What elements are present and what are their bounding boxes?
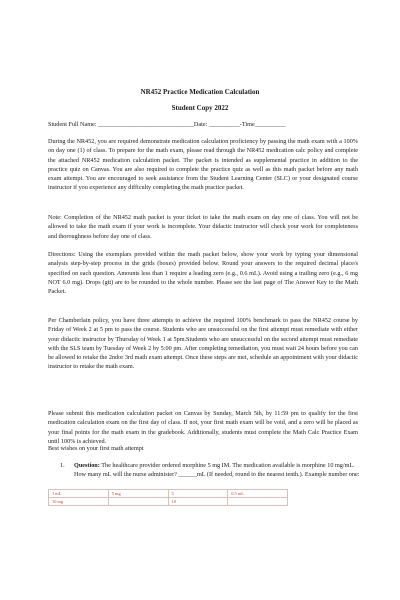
question-text: The healthcare provider ordered morphine 5 mg IM. The medication available is morphine 10 mg/mL. How many mL will the nurse administer? ______mL (If needed, round to the nearest tenth.). Example number one: — [74, 462, 360, 479]
closing-line: Best wishes on your first math attempt — [48, 445, 144, 452]
document-title: NR452 Practice Medication Calculation — [140, 88, 260, 96]
grid-cell: 0.5 mL — [228, 490, 288, 498]
grid-cell: 1 mL — [49, 490, 109, 498]
grid-cell: 10 — [168, 498, 228, 506]
paragraph-submission: Please submit this medication calculation packet on Canvas by Sunday, March 5th, by 11:59 pm to qualify for the first medication calculation exam on the first day of class. If not, your first math exam will be void, and a zero will be placed as your final points for the math exam in the gradebook. Additionally, students must complete the Math Calc Practice Exam until 100% is achieved. — [48, 410, 358, 445]
paragraph-note: Note: Completion of the NR452 math packet is your ticket to take the math exam on day one of class. You will not be allowed to take the math exam if your work is incomplete. Your didactic instructor will check your work for completeness and thoroughness before day one of class. — [48, 214, 358, 240]
question-label: Question: — [74, 462, 100, 469]
question-block — [74, 461, 362, 480]
grid-cell — [108, 498, 168, 506]
question-number: 1. — [60, 462, 65, 469]
paragraph-policy: Per Chamberlain policy, you have three attempts to achieve the required 100% benchmark to pass the NR452 course by Friday of Week 2 at 5 pm to pass the course. Students who are unsuccessful on the first attempt must remediate with either your didactic instructor by Thursday of Week 1 at 5pm.Students who are unsuccessful on the second attempt must remediate with the SLS team by Tuesday of Week 2 by 5:00 pm. After completing remediation, you must wait 24 hours before you can be allowed to retake the 2ndor 3rd math exam attempt. Once these steps are met, schedule an appointment with your didactic instructor to retake the math exam. — [48, 317, 358, 371]
paragraph-intro: During the NR452, you are required demonstrate medication calculation proficiency by passing the math exam with a 100% on day one (1) of class. To prepare for the math exam, please read through the NR452 medication calc policy and complete the attached NR452 medication calculation packet. The packet is intended as supplemental practice in addition to the practice quiz on Canvas. You are also required to complete the practice quiz as well as this math packet before any math exam attempt. You are encouraged to seek assistance from the Student Learning Center (SLC) or your designated course instructor if you experience any difficulty completing the math practice packet. — [48, 138, 358, 192]
grid-cell: 5 mg — [108, 490, 168, 498]
grid-cell — [228, 498, 288, 506]
grid-row — [49, 498, 288, 506]
paragraph-directions: Directions: Using the exemplars provided within the math packet below, show your work by typing your dimensional analysis step-by-step process in the grids (boxes) provided below. Round your answers to the required decimal place/s specified on each question. Amounts less than 1 require a leading zero (e.g., 0.6 mL). Avoid using a trailing zero (e.g., 6 mg NOT 6.0 mg). Drops (gtt) are to be rounded to the whole number. Please see the last page of The Answer Key to the Math Packet. — [48, 251, 358, 296]
grid-cell: 10 mg — [49, 498, 109, 506]
document-subtitle: Student Copy 2022 — [171, 104, 229, 112]
grid-row — [49, 490, 288, 498]
grid-cell: 5 — [168, 490, 228, 498]
student-info-line: Student Full Name: _______________________________Date: __________-Time__________ — [48, 121, 286, 128]
example-grid — [48, 489, 288, 506]
